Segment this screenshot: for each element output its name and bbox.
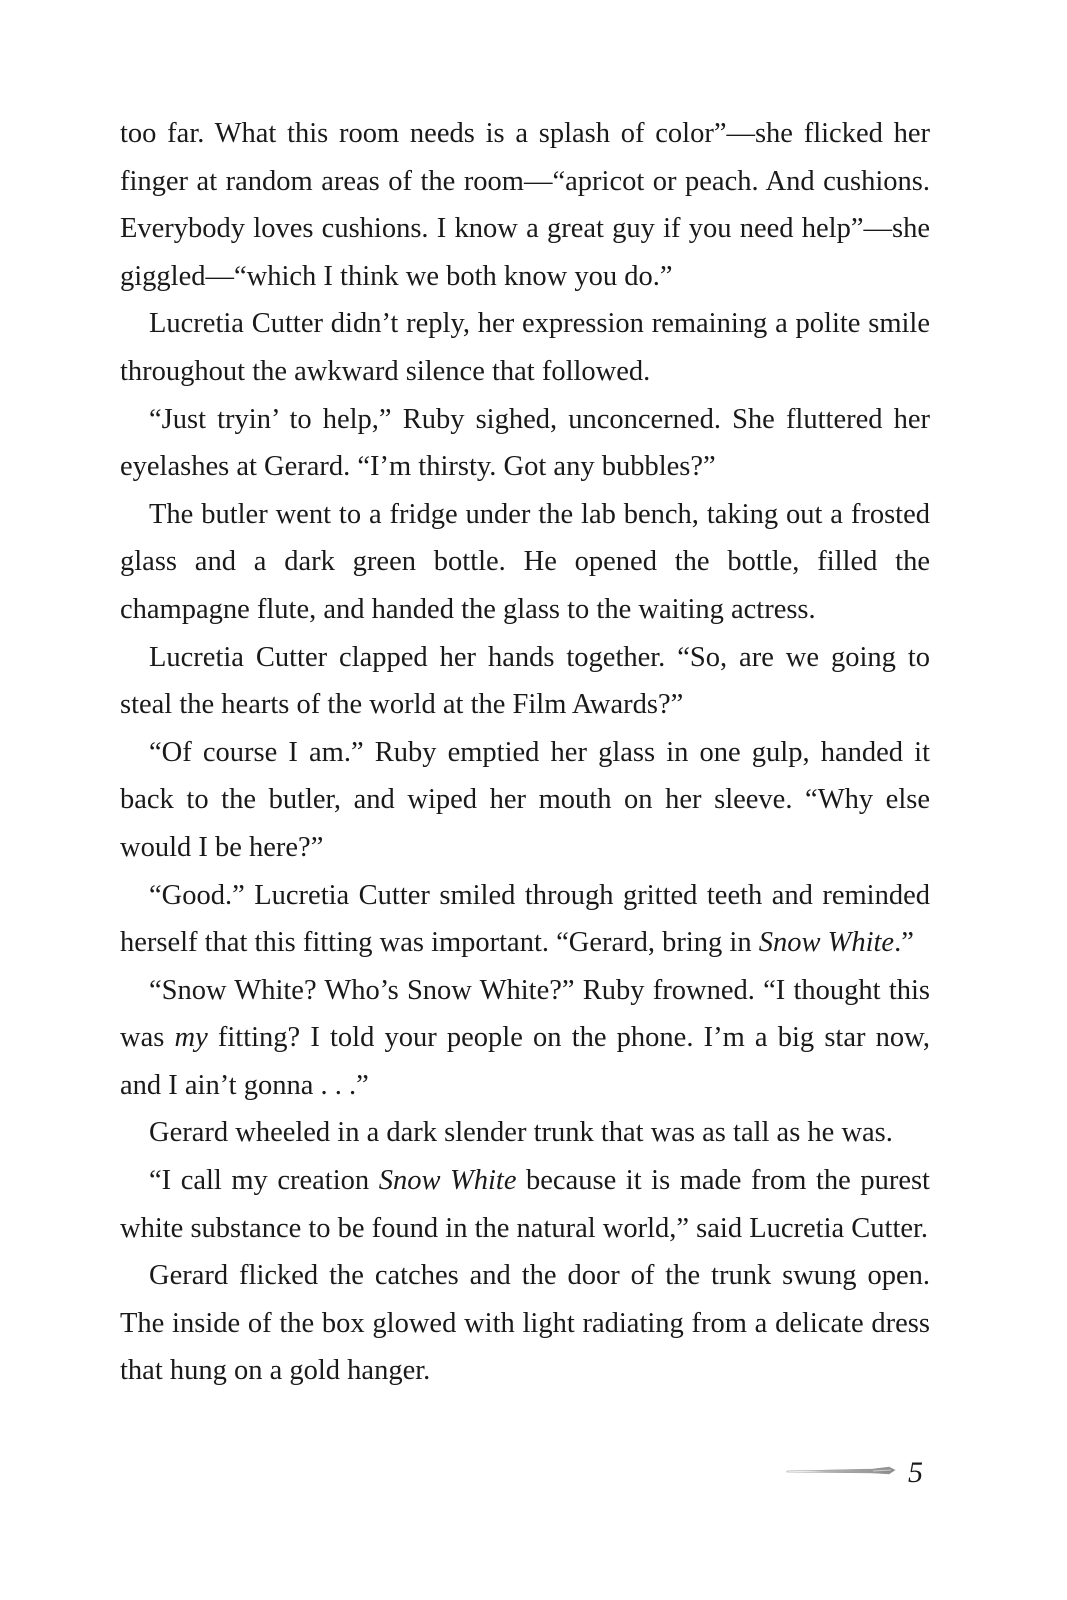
text-run: “Snow White? Who’s Snow White?” Ruby frowned. “I thought this was bbox=[120, 974, 930, 1054]
paragraph bbox=[120, 300, 930, 395]
paragraph bbox=[120, 634, 930, 729]
text-run: Gerard flicked the catches and the door of the trunk swung open. The inside of the box glowed with light radiating from a delicate dress that hung on a gold hanger. bbox=[120, 1260, 930, 1387]
text-run: “I call my creation bbox=[149, 1165, 379, 1197]
paragraph bbox=[120, 967, 930, 1110]
paragraph bbox=[120, 1252, 930, 1395]
page-number: 5 bbox=[908, 1456, 923, 1489]
paragraph bbox=[120, 1157, 930, 1252]
paragraph bbox=[120, 729, 930, 872]
paragraph bbox=[120, 1109, 930, 1157]
italic-text: Snow White bbox=[758, 927, 895, 959]
text-run: Gerard wheeled in a dark slender trunk that was as tall as he was. bbox=[149, 1117, 893, 1149]
paragraph bbox=[120, 110, 930, 300]
italic-text: my bbox=[174, 1022, 208, 1054]
paragraph bbox=[120, 491, 930, 634]
paragraph bbox=[120, 396, 930, 491]
italic-text: Snow White bbox=[378, 1165, 517, 1197]
text-run: Lucretia Cutter didn’t reply, her expression remaining a polite smile throughout the awkward silence that followed. bbox=[120, 308, 930, 387]
text-run: .” bbox=[894, 927, 914, 959]
text-run: “Of course I am.” Ruby emptied her glass in one gulp, handed it back to the butler, and wiped her mouth on her sleeve. “Why else would I be here?” bbox=[120, 736, 930, 863]
text-run: Lucretia Cutter clapped her hands together. “So, are we going to steal the hearts of the world at the Film Awards?” bbox=[120, 641, 930, 721]
text-run: The butler went to a fridge under the lab bench, taking out a frosted glass and a dark green bottle. He opened the bottle, filled the champagne flute, and handed the glass to the waiting actress. bbox=[120, 498, 930, 625]
paragraph bbox=[120, 872, 930, 967]
text-run: “Good.” Lucretia Cutter smiled through gritted teeth and reminded herself that this fitting was important. “Gerard, bring in bbox=[120, 879, 930, 959]
text-run: because it is made from the purest white substance to be found in the natural world,” said Lucretia Cutter. bbox=[120, 1165, 930, 1244]
body-text bbox=[120, 110, 930, 1395]
text-run: “Just tryin’ to help,” Ruby sighed, unconcerned. She fluttered her eyelashes at Gerard. “I’m thirsty. Got any bubbles?” bbox=[120, 403, 930, 483]
text-run: fitting? I told your people on the phone. I’m a big star now, and I ain’t gonna . . .” bbox=[120, 1022, 930, 1101]
text-run: too far. What this room needs is a splash of color”—she flicked her finger at random areas of the room—“apricot or peach. And cushions. Everybody loves cushions. I know a great guy if you need help”—she giggled—“which I think we both know you do.” bbox=[120, 118, 930, 292]
